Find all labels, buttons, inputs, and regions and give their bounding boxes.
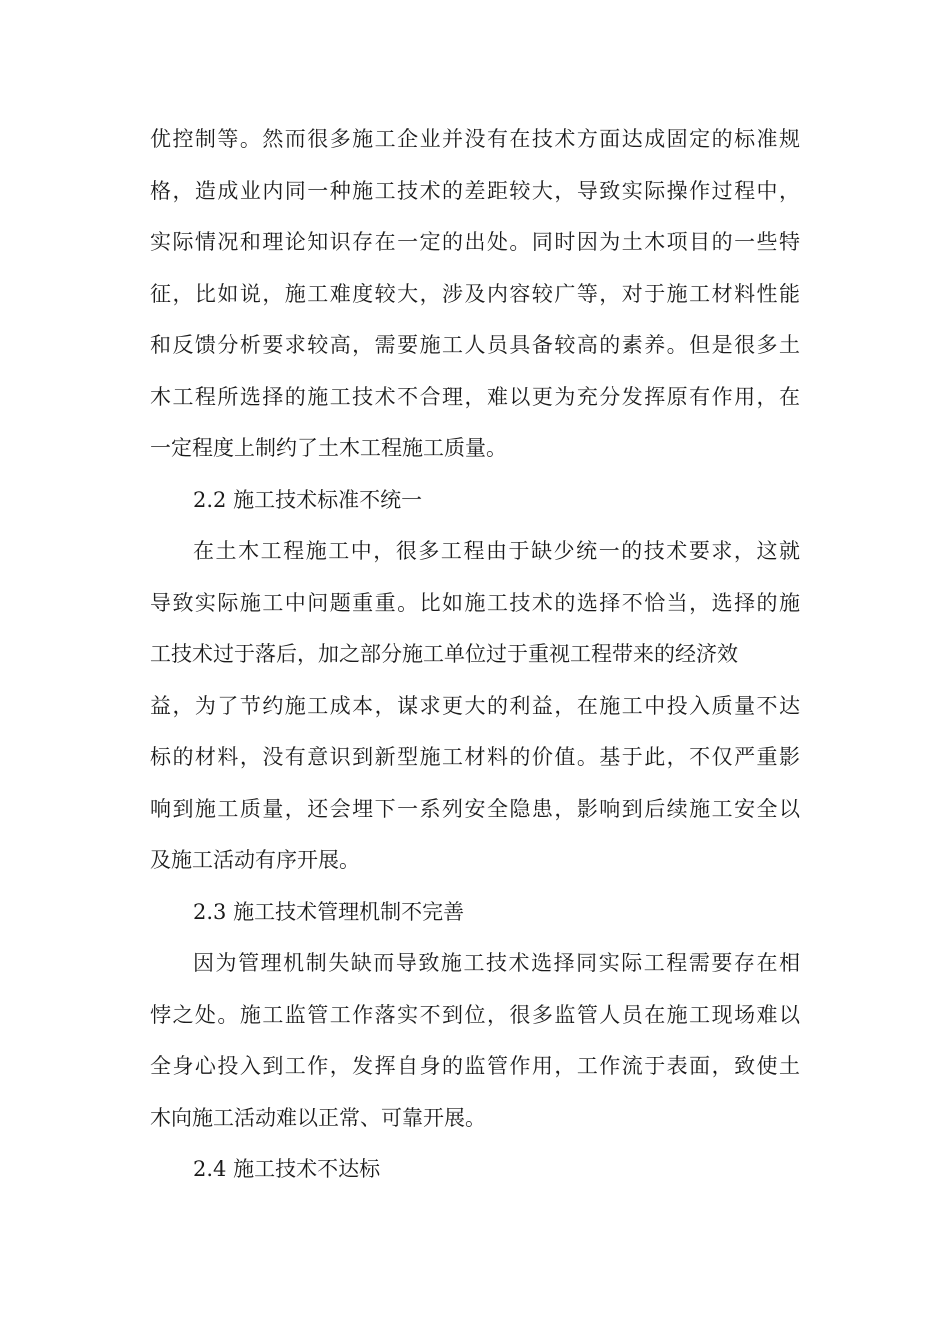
paragraph-construction-standards: [150, 114, 800, 475]
text-line: 导致实际施工中问题重重。比如施工技术的选择不恰当，选择的施: [150, 590, 800, 615]
paragraph-standards-not-unified: [150, 526, 800, 887]
text-line: 一定程度上制约了土木工程施工质量。: [150, 436, 507, 460]
text-line: 优控制等。然而很多施工企业并没有在技术方面达成固定的标准规: [150, 127, 800, 151]
text-line: 标的材料，没有意识到新型施工材料的价值。基于此，不仅严重影: [150, 745, 800, 769]
text-line: 全身心投入到工作，发挥自身的监管作用，工作流于表面，致使土: [150, 1054, 800, 1078]
text-line: 实际情况和理论知识存在一定的出处。同时因为土木项目的一些特: [150, 230, 800, 254]
text-line: 和反馈分析要求较高，需要施工人员具备较高的素养。但是很多土: [150, 333, 800, 357]
text-line: 及施工活动有序开展。: [150, 848, 360, 872]
text-line: 格，造成业内同一种施工技术的差距较大，导致实际操作过程中，: [150, 178, 800, 203]
text-line: 益，为了节约施工成本，谋求更大的利益，在施工中投入质量不达: [150, 693, 800, 718]
text-line: 在土木工程施工中，很多工程由于缺少统一的技术要求，这就: [193, 539, 800, 563]
text-line: 响到施工质量，还会埋下一系列安全隐患，影响到后续施工安全以: [150, 796, 800, 821]
text-line: 木工程所选择的施工技术不合理，难以更为充分发挥原有作用，在: [150, 384, 800, 409]
text-line: 木向施工活动难以正常、可靠开展。: [150, 1105, 486, 1130]
document-page: [150, 114, 800, 1196]
text-line: 悖之处。施工监管工作落实不到位，很多监管人员在施工现场难以: [150, 1002, 800, 1027]
text-line: 工技术过于落后，加之部分施工单位过于重视工程带来的经济效: [150, 642, 738, 666]
section-heading-2-3: 2.3 施工技术管理机制不完善: [193, 899, 465, 924]
text-line: 征，比如说，施工难度较大，涉及内容较广等，对于施工材料性能: [150, 281, 800, 306]
paragraph-management-mechanism: [150, 938, 800, 1144]
section-heading-2-4: 2.4 施工技术不达标: [193, 1157, 381, 1181]
text-line: 因为管理机制失缺而导致施工技术选择同实际工程需要存在相: [193, 951, 800, 975]
section-heading-2-2: 2.2 施工技术标准不统一: [193, 487, 423, 512]
